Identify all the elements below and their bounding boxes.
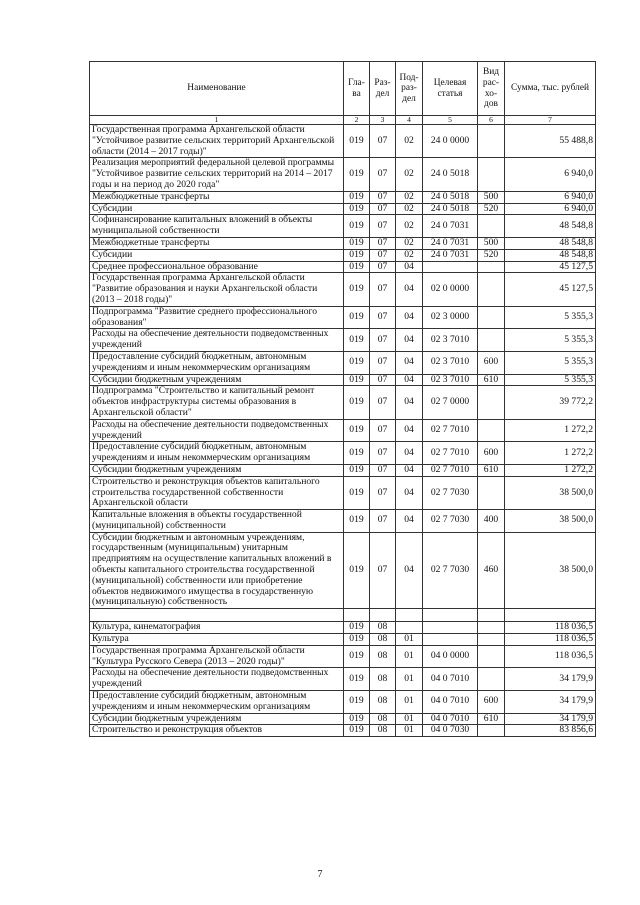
row-section: 08 [370, 668, 396, 691]
row-amount: 34 179,9 [505, 668, 596, 691]
row-subsection: 04 [396, 374, 423, 386]
row-name: Государственная программа Архангельской области "Развитие образования и науки Архангельской области (2013 – 2018 годы)" [90, 273, 344, 306]
row-name [90, 609, 344, 622]
row-chapter: 019 [344, 329, 370, 352]
row-amount: 6 940,0 [505, 191, 596, 203]
row-chapter: 019 [344, 273, 370, 306]
row-name: Реализация мероприятий федеральной целевой программы "Устойчивое развитие сельских территорий на 2014 – 2017 годы и на период до 2020 года" [90, 158, 344, 191]
row-section: 07 [370, 273, 396, 306]
table-row [90, 645, 596, 668]
row-expense-type [478, 645, 505, 668]
budget-table [89, 61, 596, 737]
row-amount: 48 548,8 [505, 237, 596, 249]
row-target: 04 0 7030 [423, 725, 478, 737]
row-section: 07 [370, 374, 396, 386]
row-expense-type: 610 [478, 374, 505, 386]
row-name: Межбюджетные трансферты [90, 191, 344, 203]
row-target: 02 3 7010 [423, 351, 478, 374]
table-row [90, 351, 596, 374]
row-expense-type [478, 419, 505, 442]
row-chapter: 019 [344, 668, 370, 691]
column-number: 6 [478, 116, 505, 125]
table-row [90, 622, 596, 634]
table-row [90, 125, 596, 158]
header-subsection: Под-раз-дел [396, 62, 423, 116]
row-subsection: 04 [396, 476, 423, 509]
table-row [90, 532, 596, 609]
row-expense-type [478, 609, 505, 622]
row-expense-type [478, 261, 505, 273]
row-amount: 118 036,5 [505, 645, 596, 668]
row-subsection: 04 [396, 273, 423, 306]
row-chapter: 019 [344, 713, 370, 725]
row-amount: 5 355,3 [505, 351, 596, 374]
row-amount: 38 500,0 [505, 476, 596, 509]
table-row [90, 191, 596, 203]
table-row [90, 329, 596, 352]
table-row [90, 158, 596, 191]
row-expense-type: 460 [478, 532, 505, 609]
row-name: Межбюджетные трансферты [90, 237, 344, 249]
row-subsection: 01 [396, 725, 423, 737]
row-section: 07 [370, 261, 396, 273]
row-chapter: 019 [344, 442, 370, 465]
table-row [90, 634, 596, 646]
row-amount: 48 548,8 [505, 215, 596, 238]
row-name: Подпрограмма "Строительство и капитальный ремонт объектов инфраструктуры системы образования в Архангельской области" [90, 386, 344, 419]
row-subsection: 04 [396, 261, 423, 273]
row-subsection: 04 [396, 351, 423, 374]
row-subsection: 04 [396, 386, 423, 419]
table-row [90, 713, 596, 725]
table-row [90, 261, 596, 273]
row-name: Строительство и реконструкция объектов капитального строительства государственной собственности Архангельской области [90, 476, 344, 509]
row-subsection [396, 622, 423, 634]
row-name: Культура, кинематография [90, 622, 344, 634]
row-chapter: 019 [344, 691, 370, 714]
row-section: 07 [370, 237, 396, 249]
row-chapter: 019 [344, 351, 370, 374]
row-chapter: 019 [344, 419, 370, 442]
row-name: Подпрограмма "Развитие среднего профессионального образования" [90, 306, 344, 329]
page-number: 7 [317, 869, 323, 880]
row-expense-type [478, 622, 505, 634]
row-subsection: 02 [396, 203, 423, 215]
row-subsection: 01 [396, 668, 423, 691]
row-target: 24 0 7031 [423, 215, 478, 238]
row-amount: 5 355,3 [505, 306, 596, 329]
row-subsection: 02 [396, 249, 423, 261]
row-expense-type: 600 [478, 351, 505, 374]
row-expense-type: 600 [478, 691, 505, 714]
row-section: 07 [370, 329, 396, 352]
row-chapter: 019 [344, 261, 370, 273]
row-subsection: 04 [396, 510, 423, 533]
row-amount: 38 500,0 [505, 532, 596, 609]
row-expense-type: 500 [478, 237, 505, 249]
row-subsection: 04 [396, 532, 423, 609]
table-row [90, 386, 596, 419]
row-name: Предоставление субсидий бюджетным, автономным учреждениям и иным некоммерческим организациям [90, 691, 344, 714]
table-row [90, 725, 596, 737]
row-chapter: 019 [344, 725, 370, 737]
row-chapter: 019 [344, 645, 370, 668]
row-subsection: 04 [396, 464, 423, 476]
row-section: 08 [370, 725, 396, 737]
row-name: Культура [90, 634, 344, 646]
row-target: 04 0 7010 [423, 691, 478, 714]
row-target: 02 7 0000 [423, 386, 478, 419]
row-target [423, 609, 478, 622]
row-name: Капитальные вложения в объекты государственной (муниципальной) собственности [90, 510, 344, 533]
row-target: 02 7 7030 [423, 476, 478, 509]
row-subsection: 02 [396, 158, 423, 191]
row-target: 04 0 7010 [423, 713, 478, 725]
table-row [90, 273, 596, 306]
row-expense-type: 610 [478, 464, 505, 476]
table-row [90, 419, 596, 442]
row-expense-type: 500 [478, 191, 505, 203]
row-name: Субсидии [90, 249, 344, 261]
row-name: Государственная программа Архангельской области "Культура Русского Севера (2013 – 2020 годы)" [90, 645, 344, 668]
row-chapter: 019 [344, 510, 370, 533]
row-target: 04 0 0000 [423, 645, 478, 668]
row-name: Расходы на обеспечение деятельности подведомственных учреждений [90, 419, 344, 442]
row-chapter: 019 [344, 158, 370, 191]
column-number: 3 [370, 116, 396, 125]
row-subsection: 04 [396, 306, 423, 329]
row-amount: 55 488,8 [505, 125, 596, 158]
row-amount [505, 609, 596, 622]
row-target: 24 0 5018 [423, 158, 478, 191]
row-chapter: 019 [344, 374, 370, 386]
table-row [90, 249, 596, 261]
row-amount: 39 772,2 [505, 386, 596, 419]
row-amount: 34 179,9 [505, 713, 596, 725]
row-name: Субсидии [90, 203, 344, 215]
row-expense-type [478, 386, 505, 419]
row-target: 02 3 7010 [423, 374, 478, 386]
table-row [90, 609, 596, 622]
row-section: 07 [370, 306, 396, 329]
column-number: 2 [344, 116, 370, 125]
row-target: 02 3 0000 [423, 306, 478, 329]
row-target: 24 0 5018 [423, 191, 478, 203]
row-section: 07 [370, 442, 396, 465]
table-row [90, 668, 596, 691]
header-name: Наименование [90, 62, 344, 116]
row-section: 08 [370, 634, 396, 646]
row-amount: 118 036,5 [505, 622, 596, 634]
row-section: 07 [370, 158, 396, 191]
row-target: 02 7 7030 [423, 532, 478, 609]
row-amount: 45 127,5 [505, 261, 596, 273]
row-expense-type [478, 125, 505, 158]
row-target: 02 7 7030 [423, 510, 478, 533]
row-subsection: 02 [396, 125, 423, 158]
row-amount: 118 036,5 [505, 634, 596, 646]
row-name: Предоставление субсидий бюджетным, автономным учреждениям и иным некоммерческим организациям [90, 351, 344, 374]
row-expense-type [478, 306, 505, 329]
header-chapter: Гла-ва [344, 62, 370, 116]
row-section: 07 [370, 510, 396, 533]
row-amount: 48 548,8 [505, 249, 596, 261]
row-amount: 45 127,5 [505, 273, 596, 306]
header-section: Раз-дел [370, 62, 396, 116]
row-expense-type [478, 476, 505, 509]
row-target: 04 0 7010 [423, 668, 478, 691]
row-name: Субсидии бюджетным и автономным учреждениям, государственным (муниципальным) унитарным предприятиям на осуществление капитальных вложений в объекты капитального строительства государственной (муниципальной) собственности или приобретение объектов недвижимого имущества в государственную (муниципальную) собственность [90, 532, 344, 609]
row-section: 07 [370, 191, 396, 203]
row-amount: 6 940,0 [505, 203, 596, 215]
row-expense-type: 520 [478, 203, 505, 215]
header-target: Целевая статья [423, 62, 478, 116]
row-subsection: 01 [396, 634, 423, 646]
table-row [90, 237, 596, 249]
row-expense-type: 400 [478, 510, 505, 533]
row-expense-type [478, 158, 505, 191]
row-chapter: 019 [344, 249, 370, 261]
row-subsection: 01 [396, 713, 423, 725]
row-section: 07 [370, 532, 396, 609]
table-body [90, 125, 596, 737]
row-chapter [344, 609, 370, 622]
row-name: Расходы на обеспечение деятельности подведомственных учреждений [90, 668, 344, 691]
row-section: 07 [370, 419, 396, 442]
table-row [90, 203, 596, 215]
row-amount: 5 355,3 [505, 374, 596, 386]
row-expense-type: 600 [478, 442, 505, 465]
column-number: 5 [423, 116, 478, 125]
row-chapter: 019 [344, 386, 370, 419]
header-row [90, 62, 596, 116]
row-amount: 34 179,9 [505, 691, 596, 714]
row-amount: 1 272,2 [505, 442, 596, 465]
row-chapter: 019 [344, 215, 370, 238]
row-expense-type [478, 273, 505, 306]
row-expense-type: 520 [478, 249, 505, 261]
row-section: 07 [370, 464, 396, 476]
row-name: Строительство и реконструкция объектов [90, 725, 344, 737]
column-number: 1 [90, 116, 344, 125]
row-target: 24 0 0000 [423, 125, 478, 158]
table-row [90, 374, 596, 386]
table-row [90, 510, 596, 533]
table-row [90, 464, 596, 476]
row-chapter: 019 [344, 476, 370, 509]
row-target: 24 0 7031 [423, 249, 478, 261]
row-amount: 38 500,0 [505, 510, 596, 533]
column-number: 4 [396, 116, 423, 125]
row-chapter: 019 [344, 125, 370, 158]
row-target: 24 0 5018 [423, 203, 478, 215]
row-subsection: 02 [396, 215, 423, 238]
row-section: 07 [370, 351, 396, 374]
row-amount: 1 272,2 [505, 419, 596, 442]
row-subsection: 02 [396, 191, 423, 203]
row-target [423, 261, 478, 273]
row-chapter: 019 [344, 464, 370, 476]
row-chapter: 019 [344, 191, 370, 203]
row-expense-type [478, 668, 505, 691]
row-subsection: 04 [396, 442, 423, 465]
row-name: Среднее профессиональное образование [90, 261, 344, 273]
row-name: Предоставление субсидий бюджетным, автономным учреждениям и иным некоммерческим организациям [90, 442, 344, 465]
column-number: 7 [505, 116, 596, 125]
row-name: Субсидии бюджетным учреждениям [90, 713, 344, 725]
row-target: 02 7 7010 [423, 419, 478, 442]
row-amount: 5 355,3 [505, 329, 596, 352]
row-name: Расходы на обеспечение деятельности подведомственных учреждений [90, 329, 344, 352]
row-name: Субсидии бюджетным учреждениям [90, 374, 344, 386]
row-target: 02 7 7010 [423, 442, 478, 465]
row-expense-type [478, 329, 505, 352]
row-subsection: 02 [396, 237, 423, 249]
row-target: 02 0 0000 [423, 273, 478, 306]
row-chapter: 019 [344, 237, 370, 249]
row-section: 07 [370, 476, 396, 509]
row-target [423, 634, 478, 646]
row-subsection: 04 [396, 419, 423, 442]
row-section: 07 [370, 125, 396, 158]
row-section: 07 [370, 386, 396, 419]
row-target [423, 622, 478, 634]
row-chapter: 019 [344, 306, 370, 329]
row-chapter: 019 [344, 532, 370, 609]
header-amount: Сумма, тыс. рублей [505, 62, 596, 116]
row-name: Софинансирование капитальных вложений в объекты муниципальной собственности [90, 215, 344, 238]
row-expense-type: 610 [478, 713, 505, 725]
row-section: 07 [370, 215, 396, 238]
row-chapter: 019 [344, 203, 370, 215]
row-expense-type [478, 725, 505, 737]
row-target: 24 0 7031 [423, 237, 478, 249]
table-row [90, 476, 596, 509]
table-row [90, 306, 596, 329]
row-subsection: 04 [396, 329, 423, 352]
row-section: 08 [370, 691, 396, 714]
row-expense-type [478, 215, 505, 238]
table-row [90, 215, 596, 238]
row-target: 02 3 7010 [423, 329, 478, 352]
row-subsection: 01 [396, 645, 423, 668]
row-amount: 1 272,2 [505, 464, 596, 476]
table-row [90, 691, 596, 714]
row-section: 08 [370, 645, 396, 668]
row-subsection: 01 [396, 691, 423, 714]
row-chapter: 019 [344, 622, 370, 634]
row-chapter: 019 [344, 634, 370, 646]
row-section: 08 [370, 622, 396, 634]
table-row [90, 442, 596, 465]
row-subsection [396, 609, 423, 622]
row-section [370, 609, 396, 622]
row-amount: 6 940,0 [505, 158, 596, 191]
row-section: 08 [370, 713, 396, 725]
row-amount: 83 856,6 [505, 725, 596, 737]
row-expense-type [478, 634, 505, 646]
row-name: Государственная программа Архангельской области "Устойчивое развитие сельских территорий Архангельской области (2014 – 2017 годы)" [90, 125, 344, 158]
row-target: 02 7 7010 [423, 464, 478, 476]
row-section: 07 [370, 249, 396, 261]
row-section: 07 [370, 203, 396, 215]
header-expense-type: Вид рас-хо-дов [478, 62, 505, 116]
row-name: Субсидии бюджетным учреждениям [90, 464, 344, 476]
